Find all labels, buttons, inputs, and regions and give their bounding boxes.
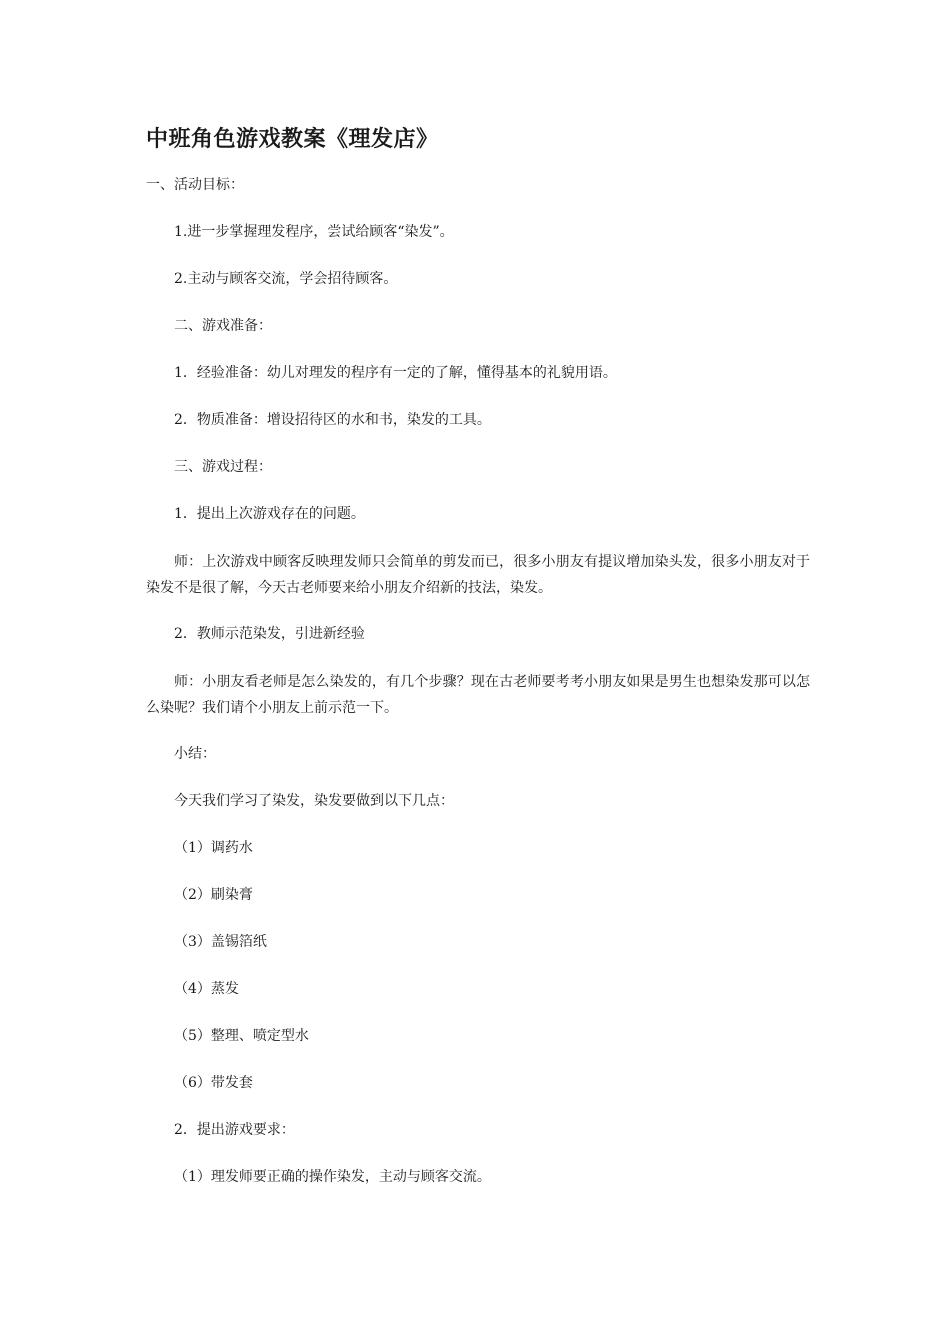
summary-item-2: （2）刷染膏 — [174, 887, 253, 903]
section-heading-goals: 一、活动目标： — [146, 177, 244, 193]
teacher-paragraph-2: 师：小朋友看老师是怎么染发的，有几个步骤？现在古老师要考考小朋友如果是男生也想染发那可以怎么染呢？我们请个小朋友上前示范一下。 — [146, 674, 810, 716]
process-step-1: 1．提出上次游戏存在的问题。 — [174, 506, 365, 522]
section-heading-process: 三、游戏过程： — [174, 459, 272, 475]
section-heading-preparation: 二、游戏准备： — [174, 318, 272, 334]
document-title: 中班角色游戏教案《理发店》 — [146, 126, 439, 152]
summary-item-3: （3）盖锡箔纸 — [174, 934, 267, 950]
preparation-item-2: 2．物质准备：增设招待区的水和书，染发的工具。 — [174, 412, 491, 428]
summary-item-5: （5）整理、喷定型水 — [174, 1028, 309, 1044]
summary-item-4: （4）蒸发 — [174, 981, 239, 997]
goal-item-2: 2.主动与顾客交流，学会招待顾客。 — [174, 271, 398, 287]
summary-item-6: （6）带发套 — [174, 1075, 253, 1091]
summary-item-1: （1）调药水 — [174, 840, 253, 856]
requirement-item-1: （1）理发师要正确的操作染发，主动与顾客交流。 — [174, 1169, 491, 1185]
process-step-2: 2．教师示范染发，引进新经验 — [174, 626, 365, 642]
summary-heading: 小结： — [174, 746, 216, 762]
summary-intro: 今天我们学习了染发，染发要做到以下几点： — [174, 793, 454, 809]
goal-item-1: 1.进一步掌握理发程序，尝试给顾客“染发”。 — [174, 224, 454, 240]
preparation-item-1: 1．经验准备：幼儿对理发的程序有一定的了解，懂得基本的礼貌用语。 — [174, 365, 617, 381]
process-step-requirements: 2．提出游戏要求： — [174, 1122, 295, 1138]
teacher-paragraph-1: 师：上次游戏中顾客反映理发师只会简单的剪发而已，很多小朋友有提议增加染头发，很多小朋友对于染发不是很了解，今天古老师要来给小朋友介绍新的技法，染发。 — [146, 554, 810, 596]
